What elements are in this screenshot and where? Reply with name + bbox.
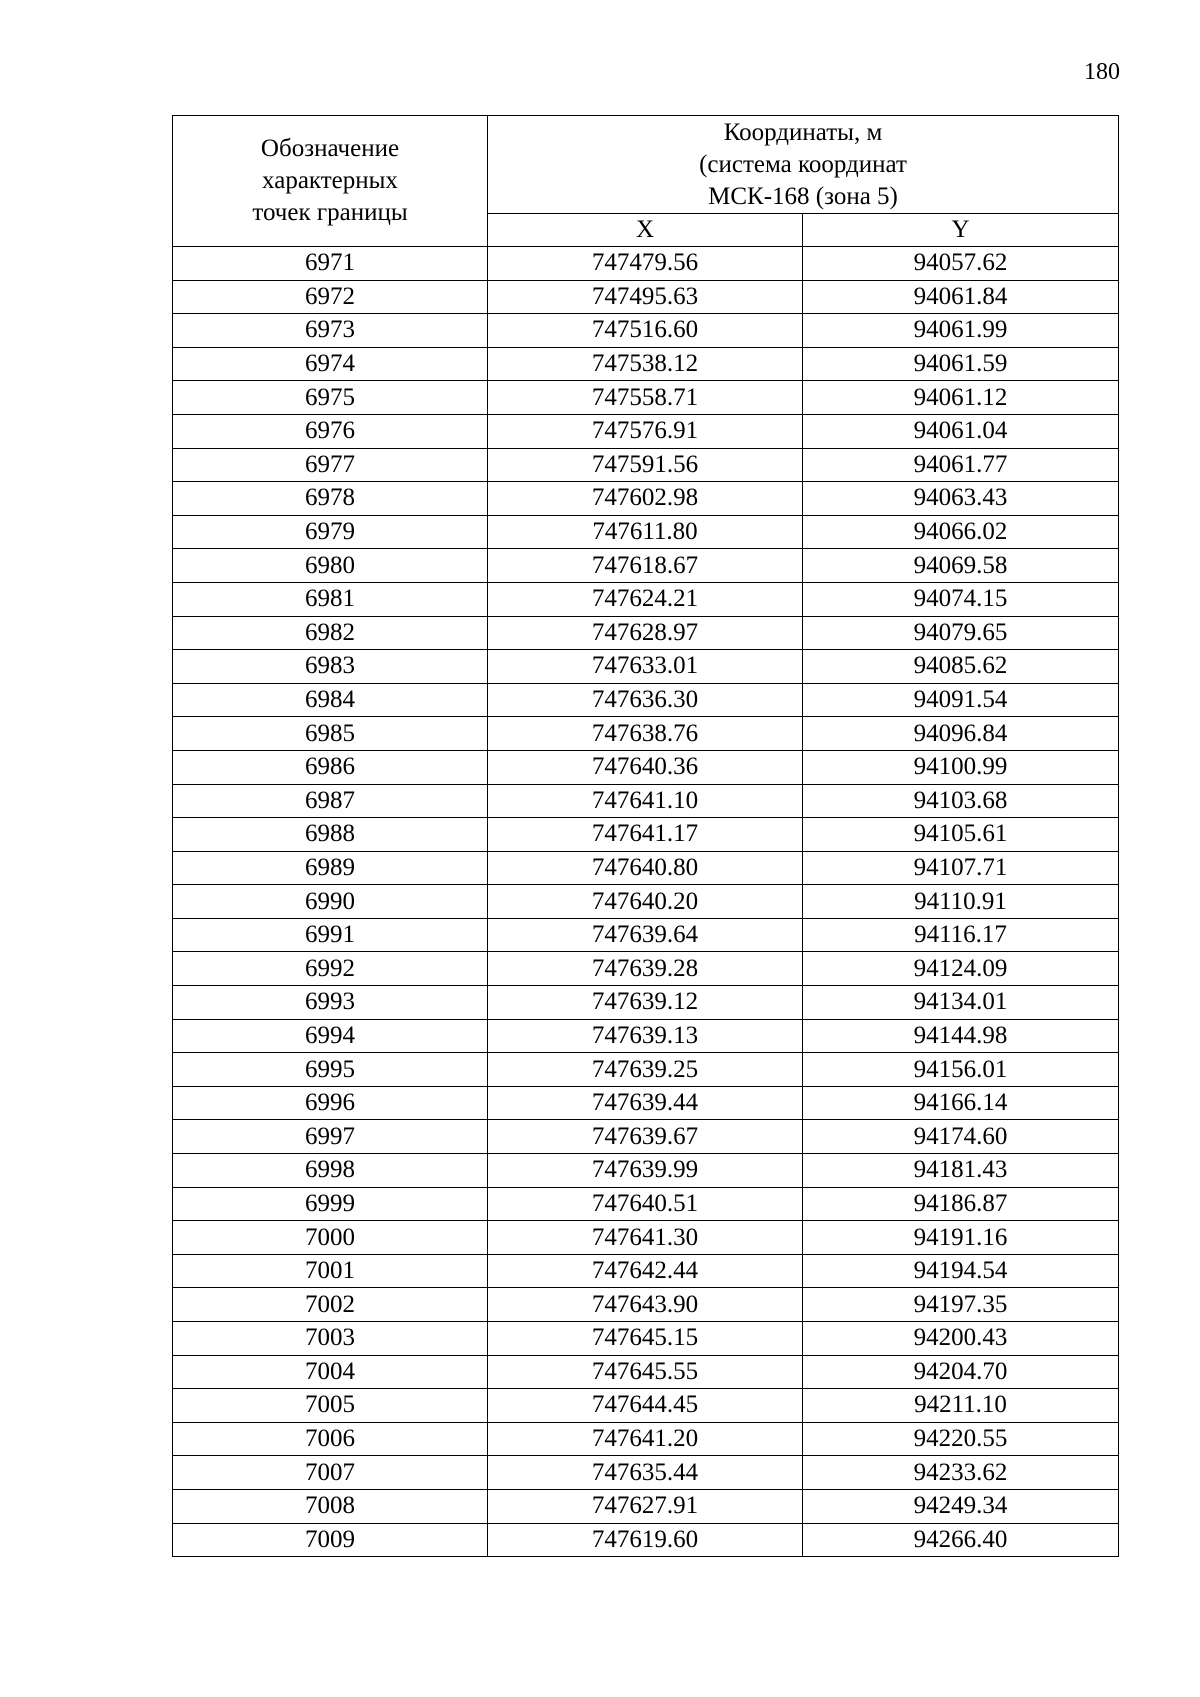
point-cell: 6988 bbox=[173, 818, 488, 852]
table-row bbox=[173, 1456, 1119, 1490]
table-body bbox=[173, 247, 1119, 1557]
x-coordinate-cell: 747591.56 bbox=[488, 448, 803, 482]
y-coordinate-cell: 94079.65 bbox=[803, 616, 1119, 650]
x-coordinate-cell: 747640.51 bbox=[488, 1187, 803, 1221]
point-cell: 6987 bbox=[173, 784, 488, 818]
point-cell: 6982 bbox=[173, 616, 488, 650]
point-cell: 6975 bbox=[173, 381, 488, 415]
point-cell: 6972 bbox=[173, 280, 488, 314]
y-coordinate-cell: 94211.10 bbox=[803, 1389, 1119, 1423]
y-coordinate-cell: 94061.77 bbox=[803, 448, 1119, 482]
y-coordinate-cell: 94204.70 bbox=[803, 1355, 1119, 1389]
table-row bbox=[173, 650, 1119, 684]
x-coordinate-cell: 747628.97 bbox=[488, 616, 803, 650]
y-coordinate-cell: 94061.12 bbox=[803, 381, 1119, 415]
y-coordinate-cell: 94091.54 bbox=[803, 683, 1119, 717]
point-cell: 6991 bbox=[173, 918, 488, 952]
table-row bbox=[173, 515, 1119, 549]
table-row bbox=[173, 1422, 1119, 1456]
x-coordinate-cell: 747641.20 bbox=[488, 1422, 803, 1456]
y-coordinate-cell: 94061.99 bbox=[803, 314, 1119, 348]
y-coordinate-cell: 94061.59 bbox=[803, 347, 1119, 381]
x-coordinate-cell: 747639.99 bbox=[488, 1154, 803, 1188]
x-coordinate-cell: 747640.20 bbox=[488, 885, 803, 919]
x-coordinate-cell: 747641.10 bbox=[488, 784, 803, 818]
table-row bbox=[173, 1221, 1119, 1255]
y-coordinate-cell: 94197.35 bbox=[803, 1288, 1119, 1322]
coordinates-header-line3: МСК-168 (зона 5) bbox=[708, 182, 898, 210]
x-coordinate-cell: 747642.44 bbox=[488, 1254, 803, 1288]
point-designation-header bbox=[173, 116, 488, 247]
y-coordinate-cell: 94181.43 bbox=[803, 1154, 1119, 1188]
x-coordinate-cell: 747639.25 bbox=[488, 1053, 803, 1087]
x-coordinate-cell: 747602.98 bbox=[488, 482, 803, 516]
y-coordinate-cell: 94061.84 bbox=[803, 280, 1119, 314]
x-coordinate-cell: 747645.55 bbox=[488, 1355, 803, 1389]
x-coordinate-cell: 747624.21 bbox=[488, 582, 803, 616]
x-coordinate-cell: 747643.90 bbox=[488, 1288, 803, 1322]
x-coordinate-cell: 747640.80 bbox=[488, 851, 803, 885]
table-row bbox=[173, 247, 1119, 281]
y-coordinate-cell: 94266.40 bbox=[803, 1523, 1119, 1557]
y-axis-header: Y bbox=[803, 214, 1119, 247]
point-cell: 6978 bbox=[173, 482, 488, 516]
table-row bbox=[173, 885, 1119, 919]
point-cell: 6971 bbox=[173, 247, 488, 281]
x-coordinate-cell: 747627.91 bbox=[488, 1489, 803, 1523]
y-coordinate-cell: 94249.34 bbox=[803, 1489, 1119, 1523]
y-coordinate-cell: 94191.16 bbox=[803, 1221, 1119, 1255]
point-cell: 6980 bbox=[173, 549, 488, 583]
table-header-row bbox=[173, 116, 1119, 214]
point-cell: 6995 bbox=[173, 1053, 488, 1087]
point-cell: 6981 bbox=[173, 582, 488, 616]
y-coordinate-cell: 94061.04 bbox=[803, 414, 1119, 448]
table-row bbox=[173, 280, 1119, 314]
y-coordinate-cell: 94096.84 bbox=[803, 717, 1119, 751]
table-row bbox=[173, 683, 1119, 717]
table-row bbox=[173, 918, 1119, 952]
table-row bbox=[173, 1288, 1119, 1322]
point-cell: 6990 bbox=[173, 885, 488, 919]
point-cell: 7006 bbox=[173, 1422, 488, 1456]
x-coordinate-cell: 747495.63 bbox=[488, 280, 803, 314]
point-cell: 6989 bbox=[173, 851, 488, 885]
y-coordinate-cell: 94200.43 bbox=[803, 1322, 1119, 1356]
point-cell: 6998 bbox=[173, 1154, 488, 1188]
table-row bbox=[173, 381, 1119, 415]
x-coordinate-cell: 747558.71 bbox=[488, 381, 803, 415]
table-row bbox=[173, 347, 1119, 381]
x-coordinate-cell: 747611.80 bbox=[488, 515, 803, 549]
y-coordinate-cell: 94194.54 bbox=[803, 1254, 1119, 1288]
table-row bbox=[173, 818, 1119, 852]
table-row bbox=[173, 1355, 1119, 1389]
table-row bbox=[173, 582, 1119, 616]
x-coordinate-cell: 747639.13 bbox=[488, 1019, 803, 1053]
y-coordinate-cell: 94063.43 bbox=[803, 482, 1119, 516]
point-cell: 7007 bbox=[173, 1456, 488, 1490]
point-cell: 7005 bbox=[173, 1389, 488, 1423]
y-coordinate-cell: 94174.60 bbox=[803, 1120, 1119, 1154]
point-cell: 6984 bbox=[173, 683, 488, 717]
table-row bbox=[173, 986, 1119, 1020]
table-row bbox=[173, 952, 1119, 986]
x-coordinate-cell: 747640.36 bbox=[488, 750, 803, 784]
x-axis-header: X bbox=[488, 214, 803, 247]
table-row bbox=[173, 1154, 1119, 1188]
table-row bbox=[173, 314, 1119, 348]
y-coordinate-cell: 94134.01 bbox=[803, 986, 1119, 1020]
y-coordinate-cell: 94116.17 bbox=[803, 918, 1119, 952]
coordinates-header-line2: (система координат bbox=[699, 150, 907, 178]
point-cell: 6979 bbox=[173, 515, 488, 549]
coordinates-header-line1: Координаты, м bbox=[723, 118, 883, 146]
x-coordinate-cell: 747641.30 bbox=[488, 1221, 803, 1255]
x-coordinate-cell: 747633.01 bbox=[488, 650, 803, 684]
point-cell: 6997 bbox=[173, 1120, 488, 1154]
y-coordinate-cell: 94057.62 bbox=[803, 247, 1119, 281]
point-cell: 6986 bbox=[173, 750, 488, 784]
x-coordinate-cell: 747576.91 bbox=[488, 414, 803, 448]
x-coordinate-cell: 747639.64 bbox=[488, 918, 803, 952]
y-coordinate-cell: 94107.71 bbox=[803, 851, 1119, 885]
point-cell: 6977 bbox=[173, 448, 488, 482]
point-cell: 7004 bbox=[173, 1355, 488, 1389]
x-coordinate-cell: 747644.45 bbox=[488, 1389, 803, 1423]
y-coordinate-cell: 94100.99 bbox=[803, 750, 1119, 784]
table-row bbox=[173, 414, 1119, 448]
point-cell: 7009 bbox=[173, 1523, 488, 1557]
table-row bbox=[173, 448, 1119, 482]
point-cell: 6996 bbox=[173, 1086, 488, 1120]
x-coordinate-cell: 747641.17 bbox=[488, 818, 803, 852]
x-coordinate-cell: 747516.60 bbox=[488, 314, 803, 348]
point-cell: 6992 bbox=[173, 952, 488, 986]
table-row bbox=[173, 1523, 1119, 1557]
x-coordinate-cell: 747618.67 bbox=[488, 549, 803, 583]
y-coordinate-cell: 94066.02 bbox=[803, 515, 1119, 549]
table-row bbox=[173, 1120, 1119, 1154]
point-cell: 7008 bbox=[173, 1489, 488, 1523]
point-cell: 7003 bbox=[173, 1322, 488, 1356]
x-coordinate-cell: 747619.60 bbox=[488, 1523, 803, 1557]
table-row bbox=[173, 616, 1119, 650]
point-cell: 6976 bbox=[173, 414, 488, 448]
page-number: 180 bbox=[1084, 59, 1120, 85]
table-row bbox=[173, 750, 1119, 784]
x-coordinate-cell: 747538.12 bbox=[488, 347, 803, 381]
point-cell: 6974 bbox=[173, 347, 488, 381]
point-cell: 6973 bbox=[173, 314, 488, 348]
table-row bbox=[173, 549, 1119, 583]
y-coordinate-cell: 94124.09 bbox=[803, 952, 1119, 986]
point-cell: 6985 bbox=[173, 717, 488, 751]
x-coordinate-cell: 747645.15 bbox=[488, 1322, 803, 1356]
y-coordinate-cell: 94144.98 bbox=[803, 1019, 1119, 1053]
x-coordinate-cell: 747638.76 bbox=[488, 717, 803, 751]
table-row bbox=[173, 1322, 1119, 1356]
x-coordinate-cell: 747636.30 bbox=[488, 683, 803, 717]
x-coordinate-cell: 747639.44 bbox=[488, 1086, 803, 1120]
point-cell: 6999 bbox=[173, 1187, 488, 1221]
point-cell: 7000 bbox=[173, 1221, 488, 1255]
table-row bbox=[173, 1019, 1119, 1053]
table-row bbox=[173, 851, 1119, 885]
y-coordinate-cell: 94069.58 bbox=[803, 549, 1119, 583]
table-row bbox=[173, 784, 1119, 818]
x-coordinate-cell: 747639.28 bbox=[488, 952, 803, 986]
y-coordinate-cell: 94233.62 bbox=[803, 1456, 1119, 1490]
y-coordinate-cell: 94103.68 bbox=[803, 784, 1119, 818]
table-row bbox=[173, 1053, 1119, 1087]
table-row bbox=[173, 1254, 1119, 1288]
coordinates-table bbox=[172, 115, 1119, 1557]
point-cell: 6994 bbox=[173, 1019, 488, 1053]
table-row bbox=[173, 717, 1119, 751]
table-row bbox=[173, 1489, 1119, 1523]
x-coordinate-cell: 747635.44 bbox=[488, 1456, 803, 1490]
y-coordinate-cell: 94085.62 bbox=[803, 650, 1119, 684]
point-cell: 7002 bbox=[173, 1288, 488, 1322]
x-coordinate-cell: 747639.67 bbox=[488, 1120, 803, 1154]
table-header bbox=[173, 116, 1119, 247]
y-coordinate-cell: 94074.15 bbox=[803, 582, 1119, 616]
y-coordinate-cell: 94186.87 bbox=[803, 1187, 1119, 1221]
y-coordinate-cell: 94156.01 bbox=[803, 1053, 1119, 1087]
y-coordinate-cell: 94220.55 bbox=[803, 1422, 1119, 1456]
coordinates-header bbox=[488, 116, 1119, 214]
x-coordinate-cell: 747479.56 bbox=[488, 247, 803, 281]
y-coordinate-cell: 94110.91 bbox=[803, 885, 1119, 919]
table-row bbox=[173, 1086, 1119, 1120]
x-coordinate-cell: 747639.12 bbox=[488, 986, 803, 1020]
point-cell: 6993 bbox=[173, 986, 488, 1020]
y-coordinate-cell: 94105.61 bbox=[803, 818, 1119, 852]
point-designation-header-text: Обозначение характерных точек границы bbox=[252, 135, 408, 226]
table-row bbox=[173, 482, 1119, 516]
table-row bbox=[173, 1389, 1119, 1423]
y-coordinate-cell: 94166.14 bbox=[803, 1086, 1119, 1120]
point-cell: 7001 bbox=[173, 1254, 488, 1288]
point-cell: 6983 bbox=[173, 650, 488, 684]
table-row bbox=[173, 1187, 1119, 1221]
